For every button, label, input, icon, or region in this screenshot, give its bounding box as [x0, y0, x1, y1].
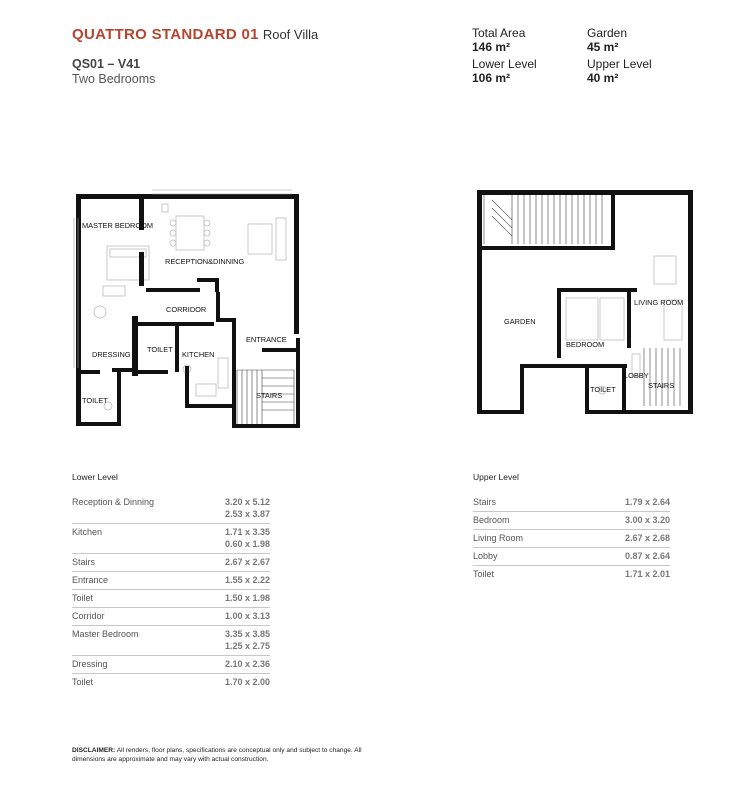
bedroom-count: Two Bedrooms — [72, 72, 156, 86]
dimension-value: 1.50 x 1.98 — [224, 593, 270, 603]
dimension-value: 1.71 x 2.01 — [624, 569, 670, 579]
label-reception: RECEPTION&DINNING — [165, 257, 245, 266]
title-subtitle: Roof Villa — [262, 27, 319, 42]
dimension-value: 2.67 x 2.67 — [224, 557, 270, 567]
room-dimensions — [577, 548, 670, 566]
room-dimensions — [200, 554, 270, 572]
upper-level-table — [473, 494, 670, 583]
room-dimensions — [577, 512, 670, 530]
room-dimensions — [200, 626, 270, 656]
room-name: Toilet — [72, 677, 94, 687]
label-toilet: TOILET — [147, 345, 173, 354]
stat-label: Lower Level — [472, 57, 537, 71]
label-toilet: TOILET — [590, 385, 616, 394]
label-lobby: LOBBY — [624, 371, 649, 380]
room-name: Stairs — [72, 554, 200, 572]
table-row — [72, 674, 270, 692]
room-name: Kitchen — [72, 524, 200, 554]
label-garden: GARDEN — [504, 317, 536, 326]
stat-value: 45 m² — [587, 40, 619, 54]
room-dimensions — [577, 494, 670, 512]
room-dimensions — [200, 608, 270, 626]
room-name: Toilet — [72, 590, 200, 608]
stat-label: Garden — [587, 26, 628, 40]
table-row — [473, 494, 670, 512]
dimension-value: 1.70 x 2.00 — [224, 677, 270, 687]
dimension-value: 2.53 x 3.87 — [224, 509, 270, 519]
room-name: Corridor — [72, 608, 200, 626]
label-toilet-2: TOILET — [82, 396, 108, 405]
table-row — [72, 524, 270, 554]
label-entrance: ENTRANCE — [246, 335, 287, 344]
stat-value: 106 m² — [472, 71, 511, 85]
room-name: Toilet — [473, 569, 495, 579]
table-row — [72, 572, 270, 590]
dimension-value: 0.87 x 2.64 — [624, 551, 670, 561]
room-dimensions — [577, 530, 670, 548]
disclaimer-label: DISCLAIMER: — [72, 747, 116, 754]
table-row — [72, 590, 270, 608]
dimension-value: 3.35 x 3.85 — [224, 629, 270, 639]
room-name: Living Room — [473, 530, 577, 548]
room-name: Lobby — [473, 548, 577, 566]
room-dimensions — [577, 566, 670, 584]
lower-level-table — [72, 494, 270, 691]
stat-garden — [587, 26, 627, 54]
room-dimensions — [200, 494, 270, 524]
label-master-bedroom: MASTER BEDROOM — [82, 221, 154, 230]
stat-upper-level — [587, 57, 652, 85]
room-name: Reception & Dinning — [72, 494, 200, 524]
table-row — [72, 626, 270, 656]
table-row — [473, 512, 670, 530]
dimension-value: 1.25 x 2.75 — [224, 641, 270, 651]
dimension-value: 2.67 x 2.68 — [624, 533, 670, 543]
dimension-value: 1.00 x 3.13 — [224, 611, 270, 621]
dimension-value: 1.79 x 2.64 — [624, 497, 670, 507]
stat-total-area — [472, 26, 525, 54]
label-stairs: STAIRS — [256, 391, 283, 400]
label-corridor: CORRIDOR — [166, 305, 207, 314]
room-name: Dressing — [72, 656, 200, 674]
disclaimer — [72, 746, 362, 764]
dimension-value: 3.00 x 3.20 — [624, 515, 670, 525]
label-dressing: DRESSING — [92, 350, 131, 359]
table-row — [72, 494, 270, 524]
label-living-room: LIVING ROOM — [634, 298, 684, 307]
stat-label: Total Area — [472, 26, 526, 40]
unit-code: QS01 – V41 — [72, 57, 141, 71]
dimension-value: 3.20 x 5.12 — [224, 497, 270, 507]
upper-level-heading: Upper Level — [473, 472, 519, 482]
room-name: Stairs — [473, 494, 577, 512]
dimension-value: 2.10 x 2.36 — [224, 659, 270, 669]
room-dimensions — [200, 674, 270, 692]
room-dimensions — [200, 590, 270, 608]
table-row — [72, 554, 270, 572]
dimension-value: 0.60 x 1.98 — [224, 539, 270, 549]
label-kitchen: KITCHEN — [182, 350, 215, 359]
lower-level-floor-plan — [72, 188, 312, 433]
stat-lower-level — [472, 57, 537, 85]
lower-level-heading: Lower Level — [72, 472, 118, 482]
label-stairs: STAIRS — [648, 381, 675, 390]
page-title — [72, 26, 318, 43]
table-row — [72, 656, 270, 674]
dimension-value: 1.71 x 3.35 — [224, 527, 270, 537]
room-name: Bedroom — [473, 512, 577, 530]
stat-label: Upper Level — [587, 57, 652, 71]
label-bedroom: BEDROOM — [566, 340, 605, 349]
room-dimensions — [200, 656, 270, 674]
room-name: Entrance — [72, 572, 200, 590]
table-row — [473, 530, 670, 548]
room-name: Master Bedroom — [72, 626, 200, 656]
table-row — [473, 566, 670, 584]
stat-value: 146 m² — [472, 40, 511, 54]
title-text: QUATTRO STANDARD 01 — [72, 26, 259, 43]
upper-level-floor-plan — [472, 188, 697, 420]
dimension-value: 1.55 x 2.22 — [224, 575, 270, 585]
disclaimer-text: All renders, floor plans, specifications are conceptual only and subject to change. All dimensions are approximate and may vary with actual construction. — [72, 747, 362, 763]
table-row — [72, 608, 270, 626]
room-dimensions — [200, 572, 270, 590]
stat-value: 40 m² — [587, 71, 619, 85]
table-row — [473, 548, 670, 566]
room-dimensions — [200, 524, 270, 554]
